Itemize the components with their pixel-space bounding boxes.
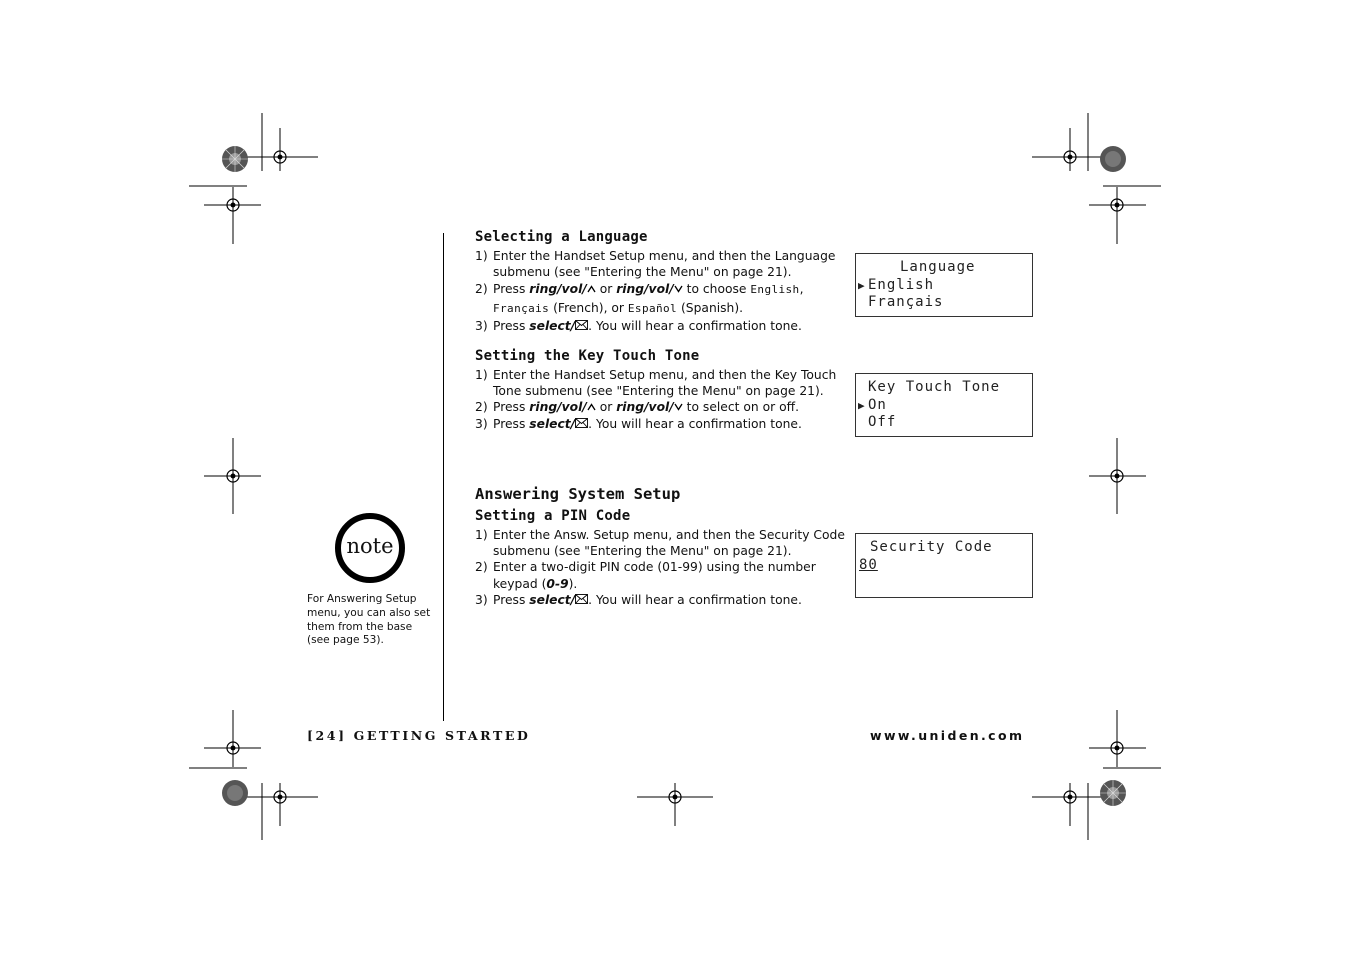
list-item: 1) Enter the Handset Setup menu, and then the Language submenu (see "Entering the Menu" on page 21). [475,249,836,280]
envelope-icon [575,320,588,330]
down-caret-icon [674,403,683,411]
note-text: For Answering Setup menu, you can also set them from the base (see page 53). [307,593,431,647]
lcd-security-code: Security Code 80 [855,533,1033,598]
envelope-icon [575,594,588,604]
list-item: 3) Press select/ . You will hear a confirmation tone. [475,592,802,607]
note-icon: note [335,513,405,583]
heading-setting-pin-code: Setting a PIN Code [475,508,631,524]
keytone-steps [475,367,836,432]
selection-arrow-icon: ▶ [858,279,866,292]
heading-selecting-language: Selecting a Language [475,229,648,245]
column-divider [443,233,444,721]
list-item: 2) Enter a two-digit PIN code (01-99) using the number keypad (0-9). [475,560,816,591]
heading-answering-system-setup: Answering System Setup [475,485,681,503]
list-item: 2) Press ring/vol/ or ring/vol/ to choose English, Français (French), or Español (Spanish). [475,282,804,316]
heading-key-touch-tone: Setting the Key Touch Tone [475,348,700,364]
list-item: 1) Enter the Handset Setup menu, and then the Key Touch Tone submenu (see "Entering the Menu" on page 21). [475,368,837,399]
up-caret-icon [587,403,596,411]
up-caret-icon [587,285,596,293]
lcd-language: Language ▶ English Français [855,253,1033,317]
down-caret-icon [674,285,683,293]
list-item: 3) Press select/ . You will hear a confirmation tone. [475,416,802,431]
footer-website: www.uniden.com [870,728,1025,743]
language-steps [475,248,835,335]
list-item: 2) Press ring/vol/ or ring/vol/ to select on or off. [475,400,799,415]
pin-value: 80 [859,557,878,573]
lcd-key-touch-tone: Key Touch Tone ▶ On Off [855,373,1033,437]
selection-arrow-icon: ▶ [858,399,866,412]
list-item: 3) Press select/ . You will hear a confirmation tone. [475,319,802,334]
envelope-icon [575,418,588,428]
page-footer-section: [24] GETTING STARTED [307,728,531,743]
list-item: 1) Enter the Answ. Setup menu, and then the Security Code submenu (see "Entering the Menu" on page 21). [475,528,845,559]
pin-steps [475,527,845,608]
